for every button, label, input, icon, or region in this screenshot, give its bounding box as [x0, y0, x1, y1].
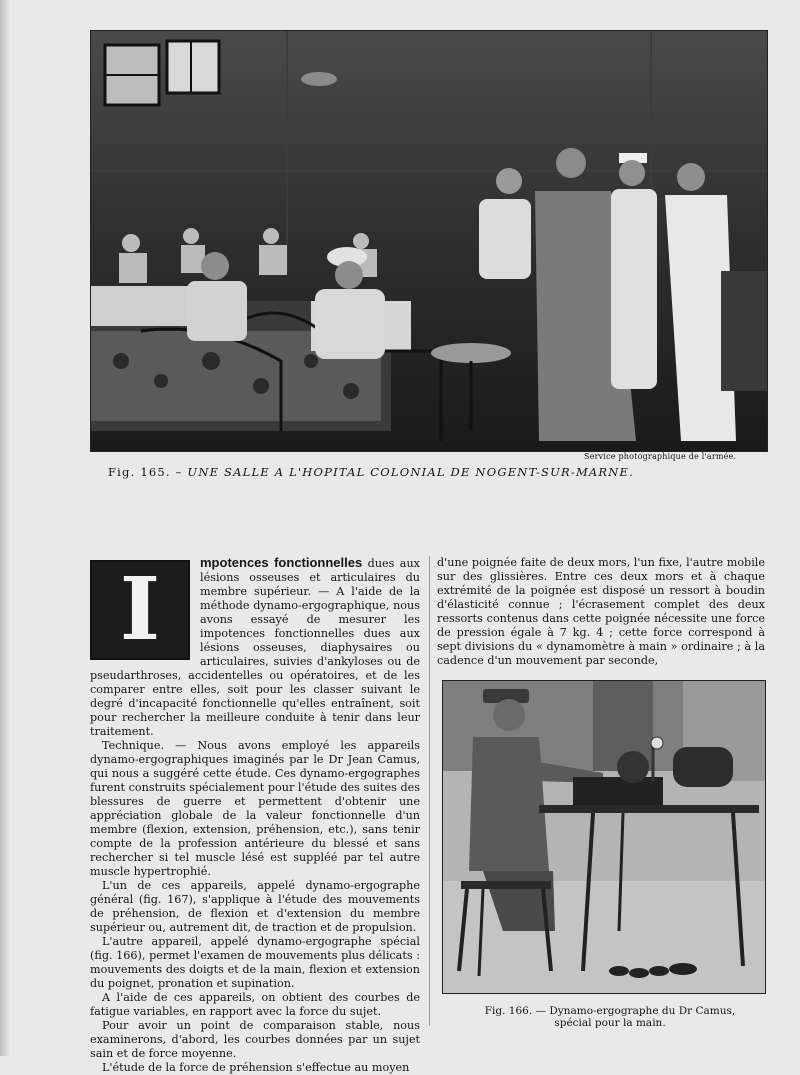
figure-166-caption-line1: Fig. 166. — Dynamo-ergographe du Dr Camus,: [484, 1005, 736, 1017]
figure-165-caption: [108, 465, 634, 479]
left-text-column: [90, 556, 420, 1075]
dynamo-ergograph-photo: [442, 680, 766, 994]
decorated-initial: [90, 560, 190, 660]
figure-166-caption: [470, 1005, 750, 1029]
section-heading: mpotences fonctionnelles: [200, 555, 363, 570]
paragraph-special-device: L'autre appareil, appelé dynamo-ergographe spécial (fig. 166), permet l'examen de mouvements plus délicats : mouvements des doigts et de la main, flexion et extension du poignet, pronation et supination.: [90, 935, 420, 990]
photo-credit: Service photographique de l'armée.: [584, 452, 737, 461]
figure-166-caption-line2: spécial pour la main.: [554, 1017, 666, 1029]
paragraph-fatigue-curves: A l'aide de ces appareils, on obtient des courbes de fatigue variables, en rapport avec la force du sujet.: [90, 991, 420, 1018]
page-edge: [0, 0, 10, 1056]
hospital-ward-photo: [90, 30, 768, 452]
paragraph-continued: d'une poignée faite de deux mors, l'un fixe, l'autre mobile sur des glissières. Entre ces deux mors et à chaque extrémité de la poignée est disposé un ressort à boudin d'élasticité connue ; l'écrasement complet des deux ressorts contenus dans cette poignée nécessite une force de pression égale à 7 kg. 4 ; cette force correspond à sept divisions du « dynamomètre à main » ordinaire ; à la cadence d'un mouvement par seconde,: [437, 556, 765, 667]
figure-165-title: UNE SALLE A L'HOPITAL COLONIAL DE NOGENT-SUR-MARNE.: [187, 465, 635, 479]
intro-text: dues aux lésions osseuses et articulaires du membre supérieur. — A l'aide de la méthode dynamo-ergographique, nous avons essayé de mesurer les impotences fonctionnelles dues aux lésions osseuses, diaphysaires ou articulaires, suivies d'ankyloses ou de pseudarthroses, accidentelles ou opératoires, et de les comparer entre elles, soit pour les classer suivant le degré d'incapacité fonctionnelle qu'elles entraînent, soit pour rechercher la meilleure conduite à tenir dans leur traitement.: [90, 557, 420, 738]
column-divider: [429, 556, 430, 1026]
paragraph-technique: Technique. — Nous avons employé les appareils dynamo-ergographiques imaginés par le Dr Jean Camus, qui nous a suggéré cette étude. Ces dynamo-ergographes furent construits spécialement pour l'étude des suites des blessures de guerre et permettent d'obtenir une appréciation globale de la valeur fonctionnelle d'un membre (flexion, extension, préhension, etc.), sans tenir compte de la profession antérieure du blessé et sans rechercher si tel muscle lésé est suppléé par tel autre muscle hypertrophié.: [90, 739, 420, 878]
paragraph-grip-study: L'étude de la force de préhension s'effectue au moyen: [102, 1061, 410, 1074]
right-text-column: [437, 556, 765, 668]
dropcap-letter: I: [119, 559, 161, 660]
paragraph-general-device: L'un de ces appareils, appelé dynamo-ergographe général (fig. 167), s'applique à l'étude des mouvements de préhension, de flexion et d'extension du membre supérieur ou, autrement dit, de traction et de propulsion.: [90, 879, 420, 934]
figure-165-label: Fig. 165.: [108, 465, 171, 479]
paragraph-comparison: Pour avoir un point de comparaison stable, nous examinerons, d'abord, les courbes données par un sujet sain et de force moyenne.: [90, 1019, 420, 1060]
caption-dash: –: [175, 465, 188, 479]
